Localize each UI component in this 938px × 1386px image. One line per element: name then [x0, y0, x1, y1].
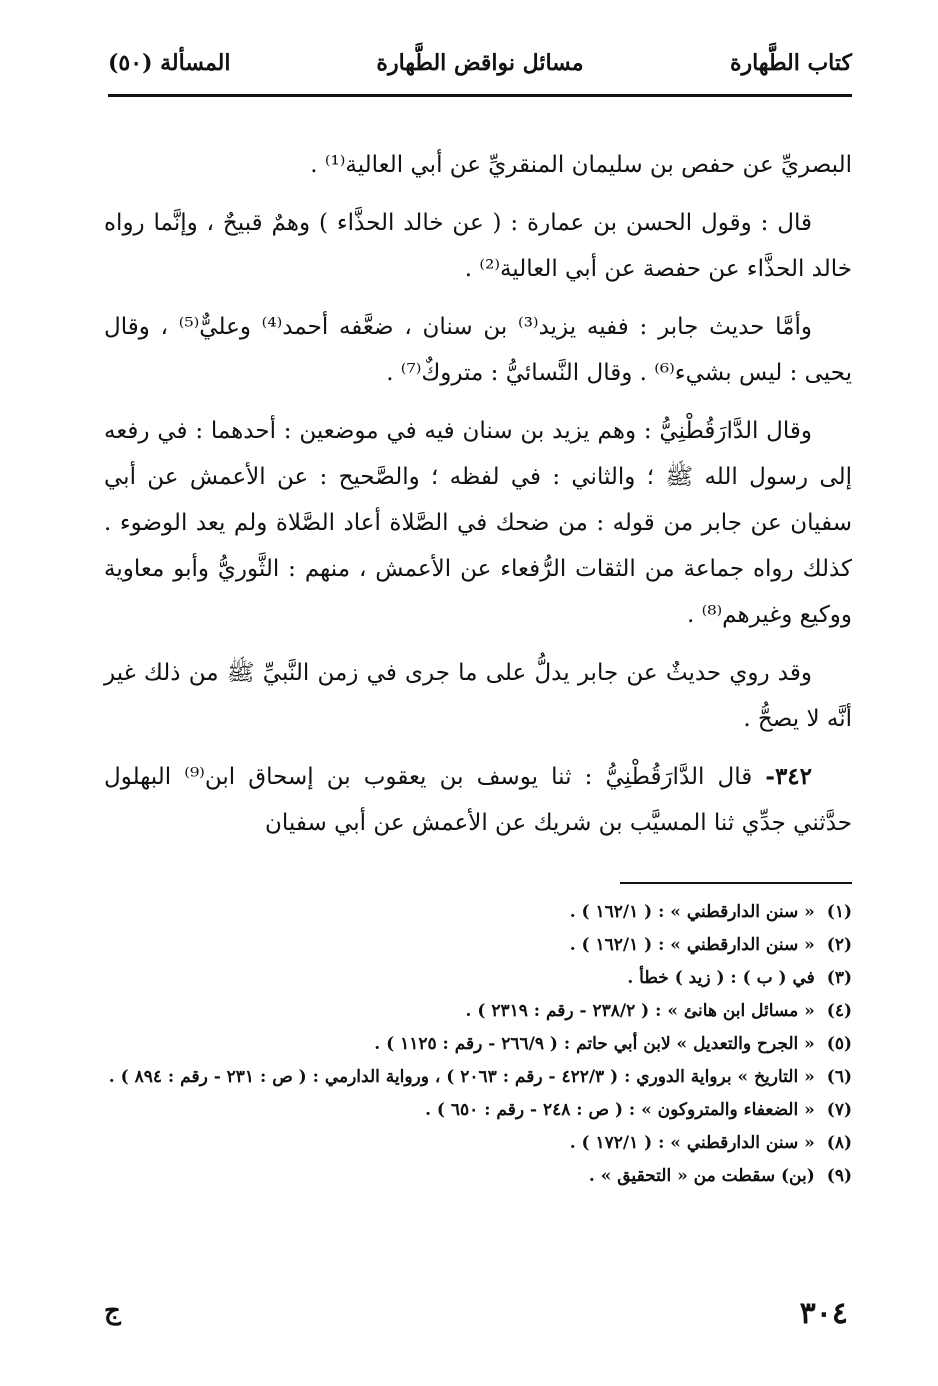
footnote-text: (بن) سقطت من « التحقيق » . — [588, 1166, 815, 1186]
footnote-number: (٨) — [826, 1133, 852, 1153]
printer-signature: ج — [104, 1296, 121, 1326]
header-book-title: كتاب الطَّهارة — [729, 50, 852, 76]
footnote-5 — [104, 1028, 852, 1061]
footnote-3 — [104, 962, 852, 995]
footnote-6 — [104, 1061, 852, 1094]
paragraph-2: قال : وقول الحسن بن عمارة : ( عن خالد الحذَّاء ) وهمٌ قبيحٌ ، وإنَّما رواه خالد الحذَّاء عن حفصة عن أبي العالية⁽²⁾ . — [104, 210, 852, 282]
footnote-1 — [104, 896, 852, 929]
footnote-number: (٦) — [826, 1067, 852, 1087]
footnote-number: (٢) — [826, 935, 852, 955]
header-rule — [108, 94, 852, 97]
footnote-4 — [104, 995, 852, 1028]
footnote-text: « مسائل ابن هانئ » : ( ٢٣٨/٢ - رقم : ٢٣١٩ ) . — [465, 1001, 815, 1021]
footnote-2 — [104, 929, 852, 962]
hadith-paragraph — [104, 754, 852, 846]
hadith-text: قال الدَّارَقُطْنِيُّ : ثنا يوسف بن يعقوب بن إسحاق ابن⁽⁹⁾ البهلول حدَّثني جدِّي ثنا المسيَّب بن شريك عن الأعمش عن أبي سفيان — [104, 764, 852, 836]
footnote-number: (١) — [826, 902, 852, 922]
footnote-number: (٤) — [826, 1001, 852, 1021]
hadith-number: ٣٤٢- — [765, 763, 813, 790]
footnote-text: « سنن الدارقطني » : ( ١٦٢/١ ) . — [569, 902, 815, 922]
footnote-rule — [620, 882, 852, 884]
footnote-text: « سنن الدارقطني » : ( ١٦٢/١ ) . — [569, 935, 815, 955]
paragraph-5: وقد روي حديثٌ عن جابر يدلُّ على ما جرى في زمن النَّبيِّ ﷺ من ذلك غير أنَّه لا يصحُّ . — [104, 660, 852, 732]
footnote-7 — [104, 1094, 852, 1127]
paragraph-3: وأمَّا حديث جابر : ففيه يزيد⁽³⁾ بن سنان ، ضعَّفه أحمد⁽⁴⁾ وعليٌّ⁽⁵⁾ ، وقال يحيى : ليس بشيء⁽⁶⁾ . وقال النَّسائيُّ : متروكٌ⁽⁷⁾ . — [104, 314, 852, 386]
footnote-number: (٧) — [826, 1100, 852, 1120]
paragraph-1: البصريِّ عن حفص بن سليمان المنقريِّ عن أبي العالية⁽¹⁾ . — [310, 152, 852, 178]
footnote-number: (٣) — [826, 968, 852, 988]
footnote-8 — [104, 1127, 852, 1160]
footnote-text: « سنن الدارقطني » : ( ١٧٢/١ ) . — [569, 1133, 815, 1153]
main-text — [104, 142, 852, 858]
page-number: ٣٠٤ — [799, 1296, 848, 1331]
footnote-text: « التاريخ » برواية الدوري : ( ٤٢٢/٣ - رقم : ٢٠٦٣ ) ، ورواية الدارمي : ( ص : ٢٣١ - رقم : ٨٩٤ ) . — [108, 1067, 815, 1087]
footnote-9 — [104, 1160, 852, 1193]
footnote-number: (٥) — [826, 1034, 852, 1054]
running-header — [108, 50, 852, 96]
footnote-text: « الضعفاء والمتروكون » : ( ص : ٢٤٨ - رقم : ٦٥٠ ) . — [425, 1100, 815, 1120]
footnote-text: في ( ب ) : ( زيد ) خطأ . — [627, 968, 815, 988]
footnote-text: « الجرح والتعديل » لابن أبي حاتم : ( ٢٦٦/٩ - رقم : ١١٢٥ ) . — [374, 1034, 815, 1054]
header-chapter-title: مسائل نواقض الطَّهارة — [376, 50, 584, 76]
header-issue-number: المسألة (٥٠) — [108, 50, 231, 76]
footnotes — [104, 896, 852, 1193]
footnote-number: (٩) — [826, 1166, 852, 1186]
paragraph-4: وقال الدَّارَقُطْنِيُّ : وهم يزيد بن سنان فيه في موضعين : أحدهما : في رفعه إلى رسول الله ﷺ ؛ والثاني : في لفظه ؛ والصَّحيح : عن الأعمش عن أبي سفيان عن جابر من قوله : من ضحك في الصَّلاة أعاد الصَّلاة ولم يعد الوضوء . كذلك رواه جماعة من الثقات الرُّفعاء عن الأعمش ، منهم : الثَّوريُّ وأبو معاوية ووكيع وغيرهم⁽⁸⁾ . — [104, 418, 852, 628]
